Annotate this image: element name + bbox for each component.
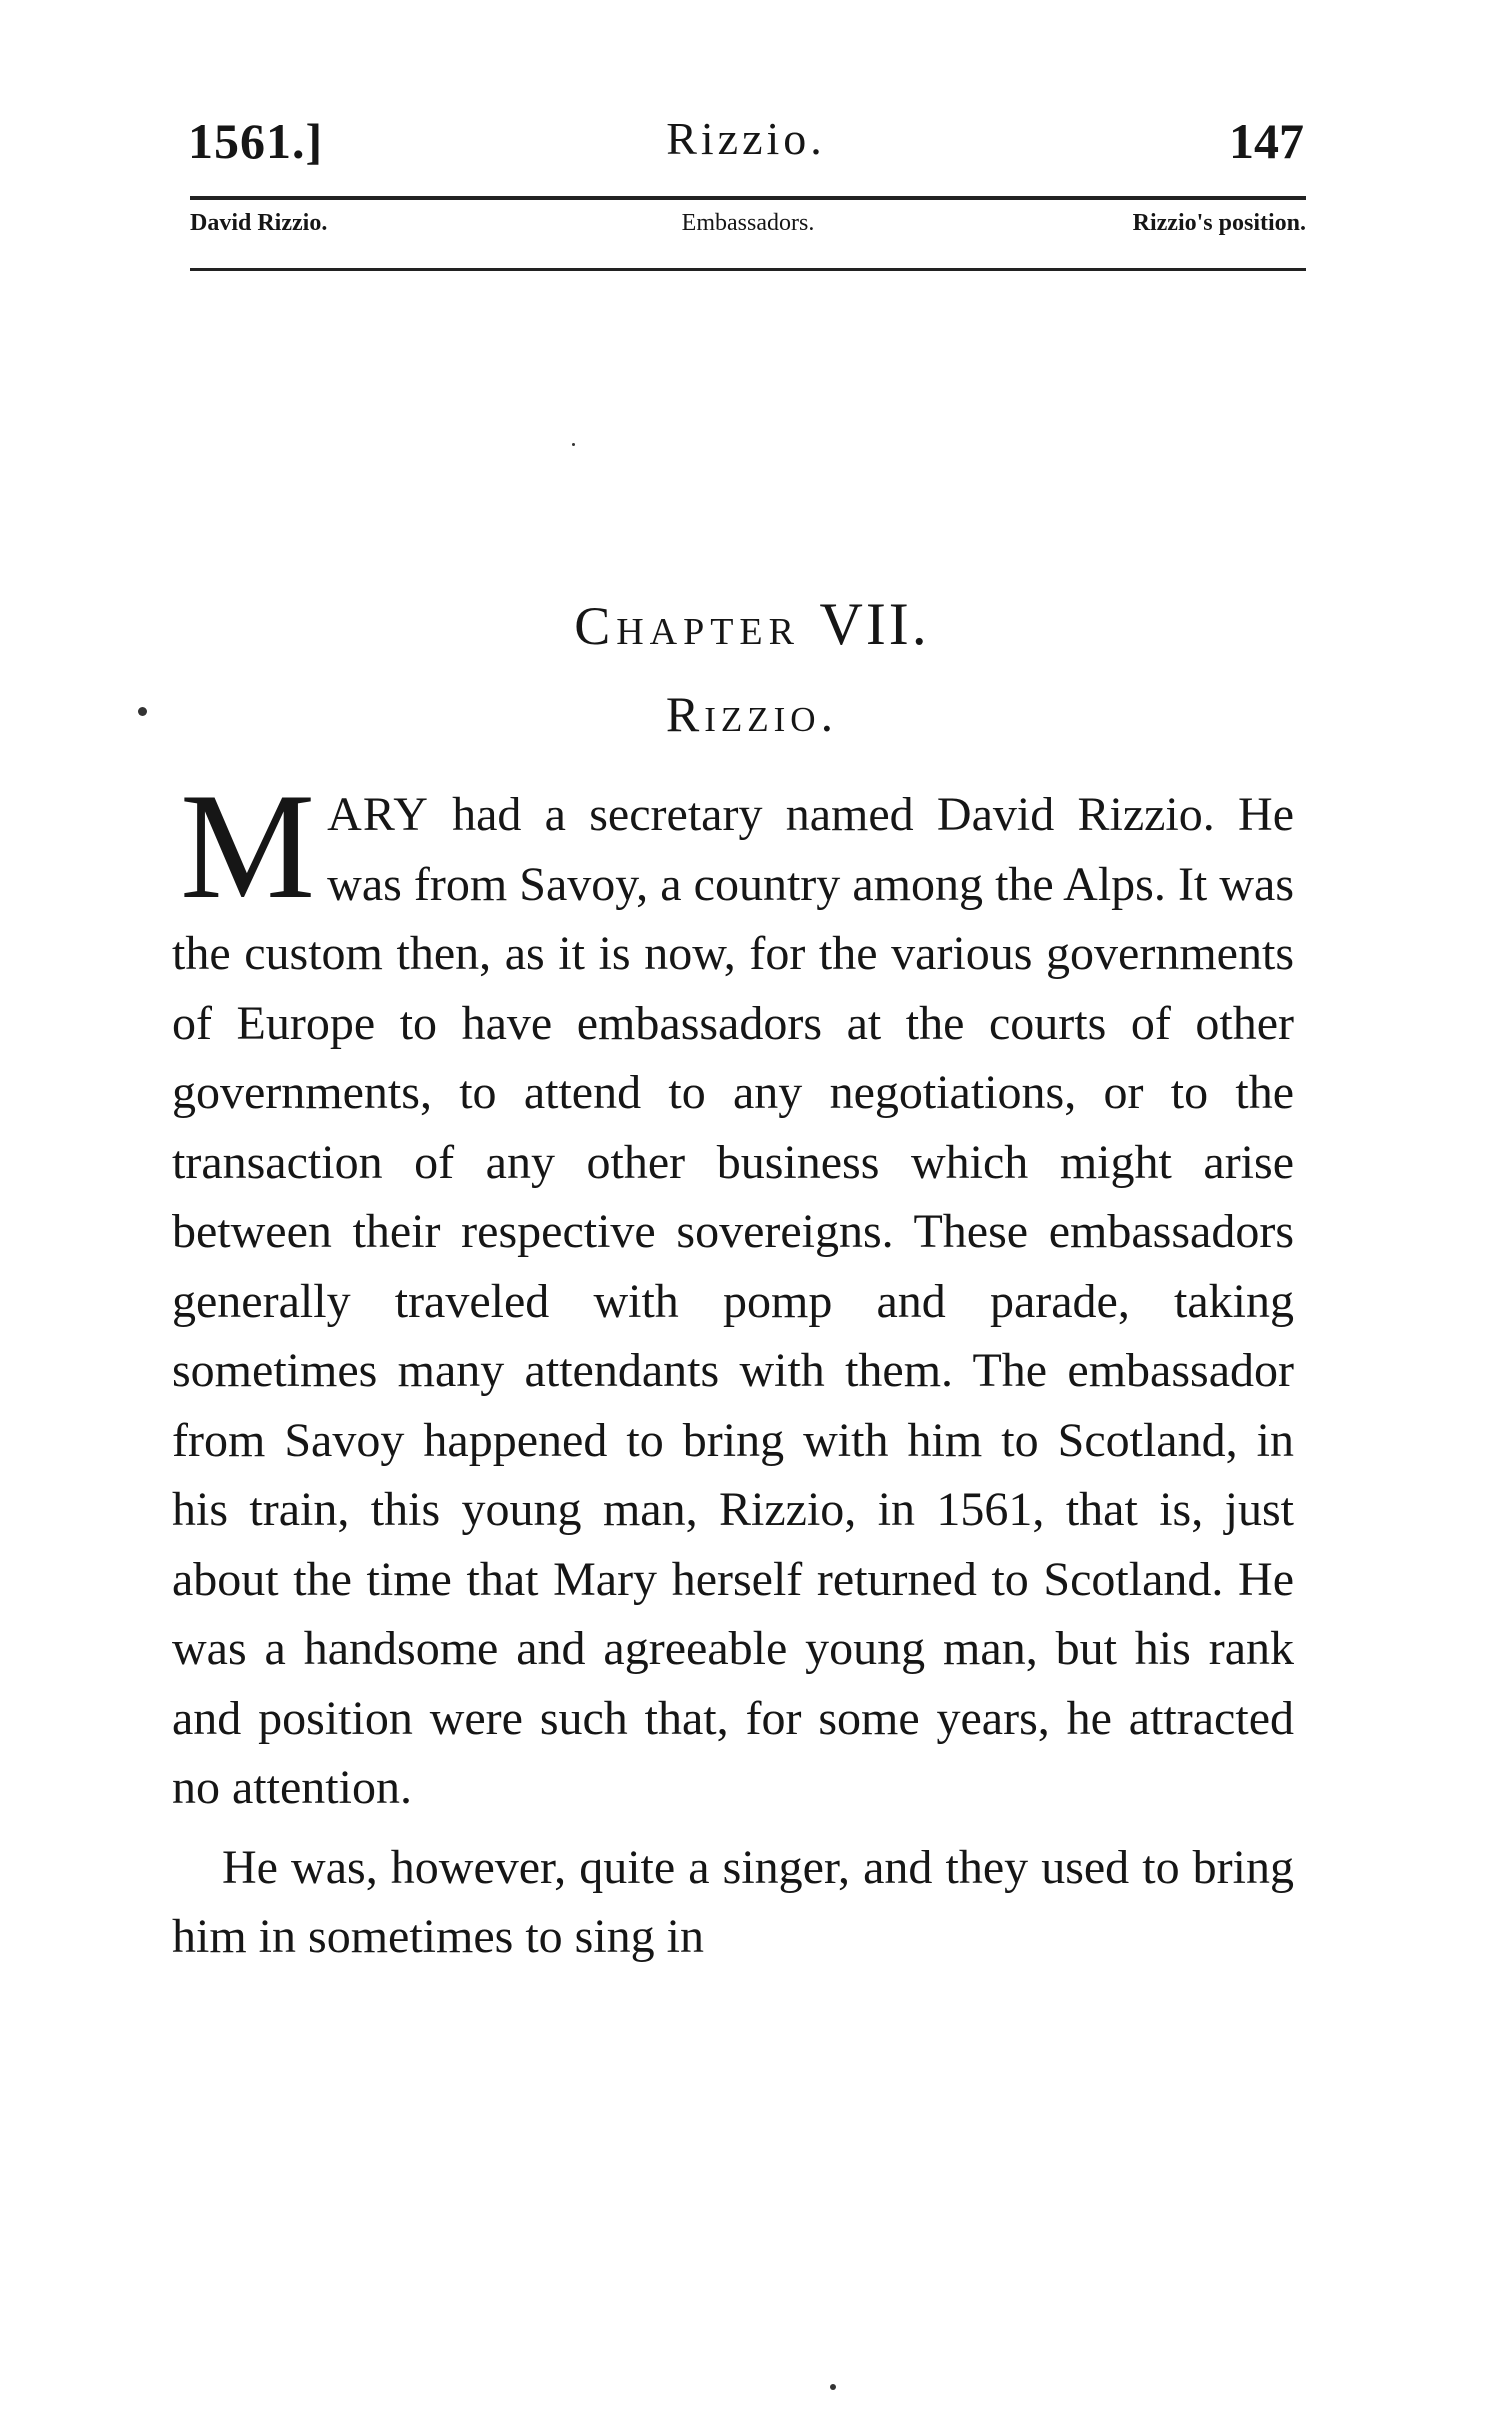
ink-speck <box>830 2384 836 2390</box>
chapter-number: VII. <box>819 591 930 657</box>
page-number: 147 <box>1229 113 1304 169</box>
header-rule-top <box>190 196 1306 200</box>
ink-speck <box>138 707 147 716</box>
body-text <box>172 762 1294 1972</box>
chapter-label: Chapter <box>574 596 800 656</box>
paragraph-1 <box>172 762 1294 1823</box>
topic-left: David Rizzio. <box>190 210 328 236</box>
header-rule-bottom <box>190 268 1306 271</box>
topic-center: Embassadors. <box>681 210 815 236</box>
first-word-rest: ARY <box>327 788 429 841</box>
running-header <box>188 100 1304 180</box>
drop-cap: M <box>180 762 316 930</box>
topic-right: Rizzio's position. <box>1132 210 1306 236</box>
chapter-title: Rizzio. <box>665 686 839 742</box>
header-year: 1561.] <box>188 113 324 169</box>
marginal-topics <box>190 210 1306 250</box>
header-title: Rizzio. <box>666 113 826 164</box>
paragraph-2: He was, however, quite a singer, and they used to bring him in sometimes to sing in <box>172 1840 1294 1963</box>
ink-speck <box>572 443 575 446</box>
paragraph-1-text: had a secretary named David Rizzio. He was from Savoy, a country among the Alps. It was the custom then, as it is now, for the various governments of Europe to have embassadors at the courts of other governments, to attend to any negotiations, or to the transaction of any other business which might arise between their respective sovereigns. These embassadors generally traveled with pomp and parade, taking sometimes many attendants with them. The embassador from Savoy happened to bring with him to Scotland, in his train, this young man, Rizzio, in 1561, that is, just about the time that Mary herself returned to Scotland. He was a handsome and agreeable young man, but his rank and position were such that, for some years, he attracted no attention. <box>172 788 1294 1814</box>
chapter-heading <box>0 590 1504 659</box>
